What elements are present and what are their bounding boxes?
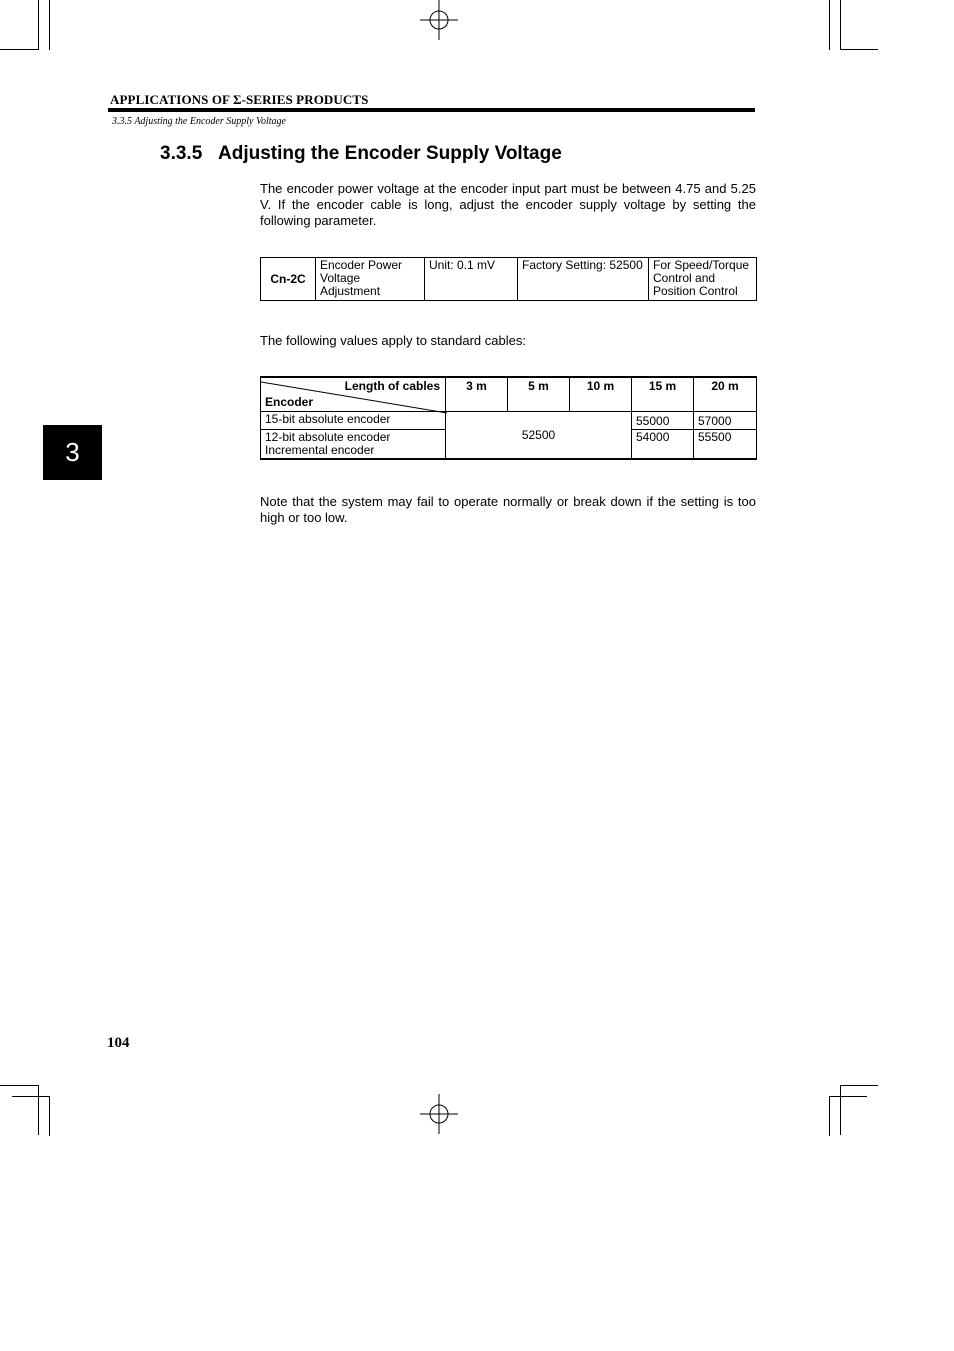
parameter-unit: Unit: 0.1 mV xyxy=(425,258,518,301)
parameter-table xyxy=(260,257,757,301)
encoder-type-cell: 15-bit absolute encoder xyxy=(261,412,446,430)
section-title: Adjusting the Encoder Supply Voltage xyxy=(218,143,562,164)
registration-mark-bottom-icon xyxy=(418,1094,460,1136)
section-heading xyxy=(160,143,562,165)
encoder-type-line: 12-bit absolute encoder xyxy=(265,430,391,444)
value-cell: 54000 xyxy=(632,430,694,460)
cable-length-table xyxy=(260,376,757,460)
page-number: 104 xyxy=(107,1035,130,1051)
value-cell: 55500 xyxy=(694,430,757,460)
merged-value-cell: 52500 xyxy=(446,412,632,460)
note-paragraph: Note that the system may fail to operate normally or break down if the setting is too high or too low. xyxy=(260,494,756,525)
table-header-row xyxy=(261,377,757,412)
column-header: 3 m xyxy=(446,377,508,412)
parameter-code: Cn-2C xyxy=(261,258,316,301)
encoder-type-cell xyxy=(261,430,446,460)
column-header: 15 m xyxy=(632,377,694,412)
intro-paragraph: The encoder power voltage at the encoder input part must be between 4.75 and 5.25 V. If the encoder cable is long, adjust the encoder supply voltage by setting the following parameter. xyxy=(260,181,756,228)
header-rule xyxy=(108,108,755,112)
running-header-title: APPLICATIONS OF Σ-SERIES PRODUCTS xyxy=(110,92,369,107)
parameter-factory-setting: Factory Setting: 52500 xyxy=(518,258,649,301)
cables-intro: The following values apply to standard cables: xyxy=(260,333,526,348)
corner-header-top: Length of cables xyxy=(344,379,440,393)
chapter-tab: 3 xyxy=(43,425,102,480)
parameter-applies-to: For Speed/Torque Control and Position Control xyxy=(649,258,757,301)
registration-mark-top-icon xyxy=(418,0,460,42)
corner-header-bottom: Encoder xyxy=(265,395,314,409)
column-header: 10 m xyxy=(570,377,632,412)
running-header-subtitle: 3.3.5 Adjusting the Encoder Supply Voltage xyxy=(112,116,286,127)
value-cell: 55000 xyxy=(632,412,694,430)
table-row xyxy=(261,412,757,430)
value-cell: 57000 xyxy=(694,412,757,430)
corner-header-cell xyxy=(261,377,446,412)
parameter-name: Encoder Power Voltage Adjustment xyxy=(316,258,425,301)
column-header: 20 m xyxy=(694,377,757,412)
encoder-type-line: Incremental encoder xyxy=(265,443,375,457)
section-number: 3.3.5 xyxy=(160,143,203,164)
column-header: 5 m xyxy=(508,377,570,412)
